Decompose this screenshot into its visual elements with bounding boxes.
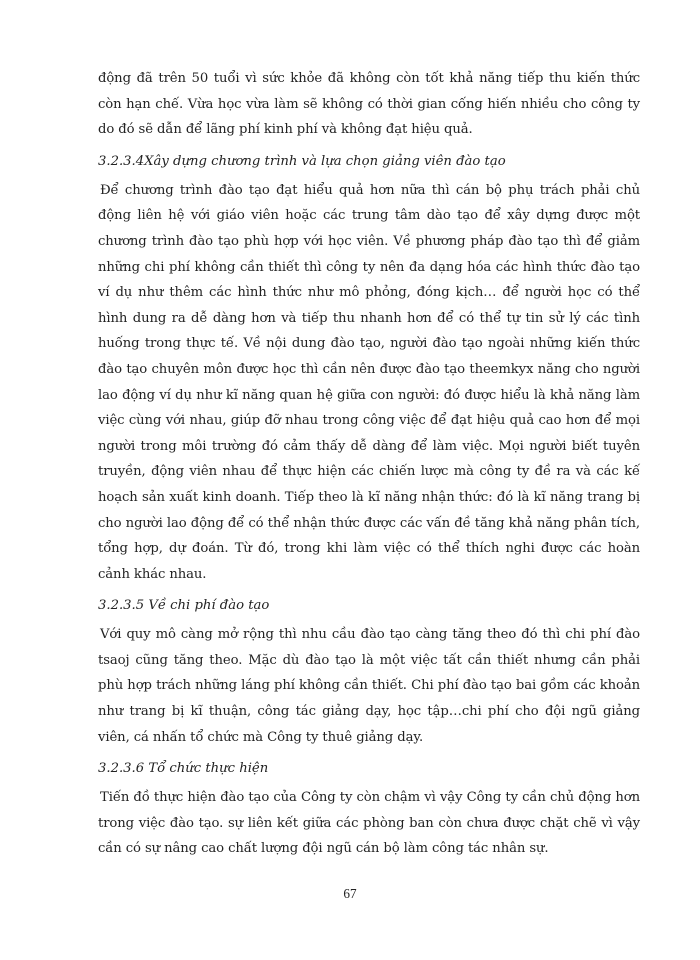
- document-page: [98, 66, 640, 862]
- paragraph-training-program: Để chương trình đào tạo đạt hiểu quả hơn nữa thì cán bộ phụ trách phải chủ động liên hệ với giáo viên hoặc các trung tâm dào tạo để xây dựng được một chương trình đào tạo phù hợp với học viên. Về phương pháp đào tạo thì để giảm những chi phí không cần thiết thì công ty nên đa dạng hóa các hình thức đào tạo ví dụ như thêm các hình thức như mô phỏng, đóng kịch… để người học có thể hình dung ra dễ dàng hơn và tiếp thu nhanh hơn để có thể tự tin sử lý các tình huống trong thực tế. Về nội dung đào tạo, người đào tạo ngoài những kiến thức đào tạo chuyên môn được học thì cần nên được đào tạo theemkyx năng cho người lao động ví dụ như kĩ năng quan hệ giữa con người: đó được hiểu là khả năng làm việc cùng với nhau, giúp đỡ nhau trong công việc để đạt hiệu quả cao hơn để mọi người trong môi trường đó cảm thấy dễ dàng để làm việc. Mọi người biết tuyên truyền, động viên nhau để thực hiện các chiến lược mà công ty đề ra và các kế hoạch sản xuất kinh doanh. Tiếp theo là kĩ năng nhận thức: đó là kĩ năng trang bị cho người lao động để có thể nhận thức được các vấn đề tăng khả năng phân tích, tổng hợp, dự đoán. Từ đó, trong khi làm việc có thể thích nghi được các hoàn cảnh khác nhau.: [98, 182, 640, 582]
- paragraph-implementation: Tiến đồ thực hiện đào tạo của Công ty còn chậm vì vậy Công ty cần chủ động hơn trong việc đào tạo. sự liên kết giữa các phòng ban còn chưa được chặt chẽ vì vậy cần có sự nâng cao chất lượng đội ngũ cán bộ làm công tác nhân sự.: [98, 790, 640, 857]
- section-heading-3-2-3-5: 3.2.3.5 Về chi phí đào tạo: [98, 598, 270, 614]
- section-heading-3-2-3-6: 3.2.3.6 Tổ chức thực hiện: [98, 761, 269, 777]
- paragraph-training-cost: Với quy mô càng mở rộng thì nhu cầu đào tạo càng tăng theo đó thì chi phí đào tsaoj cũng tăng theo. Mặc dù đào tạo là một việc tất cần thiết nhưng cần phải phù hợp trách những láng phí không cần thiết. Chi phí đào tạo bai gồm các khoản như trang bị kĩ thuận, công tác giảng dạy, học tập…chi phí cho đội ngũ giảng viên, cá nhấn tổ chức mà Công ty thuê giảng dạy.: [98, 627, 640, 745]
- page-number: 67: [343, 886, 357, 901]
- section-heading-3-2-3-4: 3.2.3.4Xây dựng chương trình và lựa chọn giảng viên đào tạo: [98, 153, 506, 169]
- paragraph-continuation: động đã trên 50 tuổi vì sức khỏe đã không còn tốt khả năng tiếp thu kiến thức còn hạn chế. Vừa học vừa làm sẽ không có thời gian cống hiến nhiều cho công ty do đó sẽ dẫn để lãng phí kinh phí và không đạt hiệu quả.: [98, 71, 640, 138]
